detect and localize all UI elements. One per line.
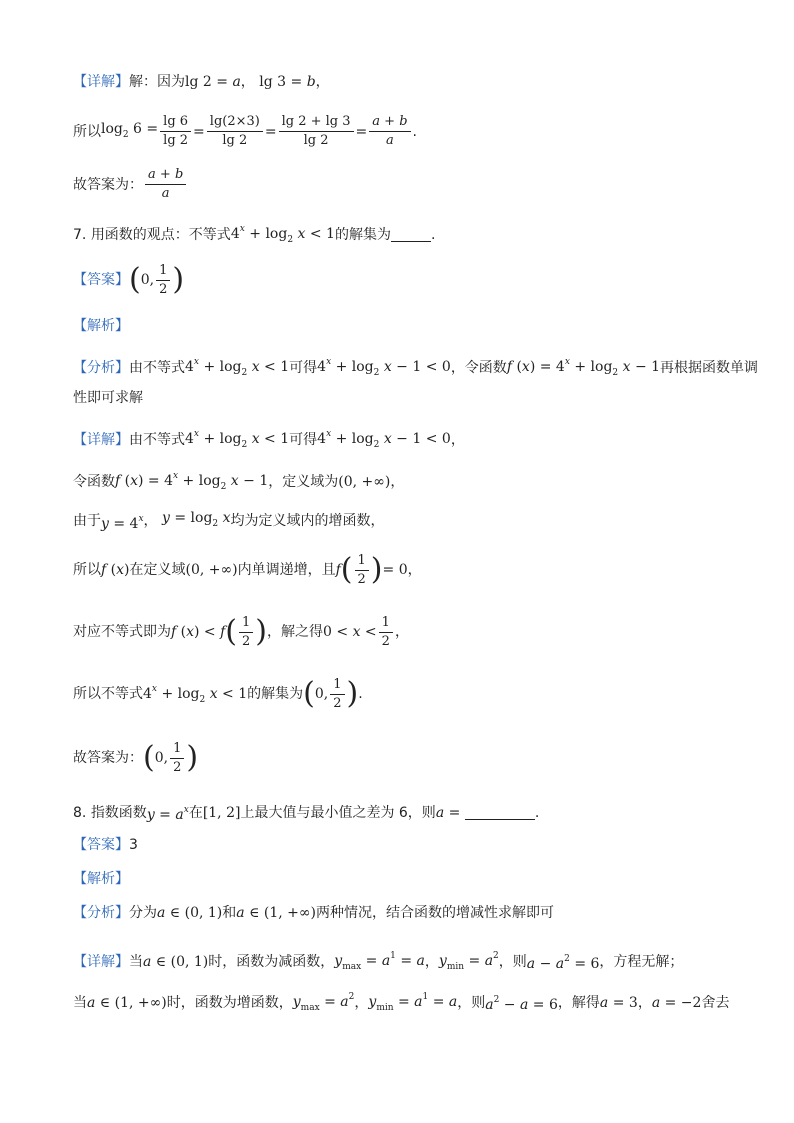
analysis-heading-7: 【解析】 xyxy=(73,318,129,334)
detail-line-7e: 对应不等式即为 f (x) < f ( $\frac{1}{2}$ ) ，解之得 0 < x < $\frac{1}{2}$ ， xyxy=(73,614,409,649)
analysis-heading-8: 【解析】 xyxy=(73,871,129,887)
frac-lg2-plus-lg3: $\frac{\lg 2 + \lg 3}{\lg 2}$ xyxy=(279,114,354,149)
frac-lg6-lg2: $\frac{\lg 6}{\lg 2}$ xyxy=(160,114,191,149)
math-log2-6: $\log_2 6$ = xyxy=(101,120,159,140)
question-7: 7. 用函数的观点：不等式 $4^x + \log_2 x < 1$ 的解集为 . xyxy=(73,219,435,250)
question-8: 8. 指数函数 $y = a^x$ 在 [1, 2] 上最大值与最小值之差为 6，则 a = . xyxy=(73,804,540,823)
detail-line-1: 【详解】 解：因为 lg 2 = a ， lg 3 = b ， xyxy=(73,74,330,90)
answer-blank-8 xyxy=(465,805,535,820)
detail-line-8b: 当 a ∈ (1, +∞) 时，函数为增函数， $y_{max} = a^2$ ， $y_{min} = a^1 = a$ ，则 $a^2 - a = 6$ ，解得 a = 3 ， a = −2 舍去 xyxy=(73,992,730,1013)
final-answer-line-7: 故答案为： ( 0, $\frac{1}{2}$ ) xyxy=(73,740,199,775)
math-lg2-eq-a: lg 2 = a xyxy=(185,74,241,90)
frac-lg2x3-lg2: $\frac{\lg(2\times 3)}{\lg 2}$ xyxy=(207,114,263,149)
detail-line-7b: 令函数 f $(x) = 4^x + \log_2 x - 1$ ，定义域为 (0, +∞) ， xyxy=(73,471,405,492)
answer-frac-a-plus-b-over-a: $\frac{a + b}{a}$ xyxy=(145,167,186,202)
math-lg3-eq-b: lg 3 = b xyxy=(254,74,316,90)
frac-a-plus-b-over-a: $\frac{a + b}{a}$ xyxy=(369,114,410,149)
detail-line-7c: 由于 $y = 4^x$ ， $y = \log_2 x$ 均为定义域内的增函数， xyxy=(73,510,385,532)
detail-line-8a: 【详解】 当 a ∈ (0, 1) 时，函数为减函数， $y_{max} = a^1 = a$ ， $y_{min} = a^2$ ，则 $a - a^2 = 6$ ，方程无解； xyxy=(73,951,684,972)
final-answer-line-6: 故答案为： $\frac{a + b}{a}$ xyxy=(73,167,188,202)
method-line-8: 【分析】 分为 a ∈ (0, 1) 和 a ∈ (1, +∞) 两种情况，结合函数的增减性求解即可 xyxy=(73,905,555,921)
answer-blank xyxy=(391,227,431,242)
answer-tag: 【答案】 xyxy=(73,272,129,288)
method-line-7: 【分析】 由不等式 $4^x + \log_2 x < 1$ 可得 $4^x + \log_2 x - 1 < 0$ ，令函数 f $(x) = 4^x + \log_2 x - 1$ 再根据函数单调 xyxy=(73,357,759,378)
method-line-7b: 性即可求解 xyxy=(73,390,143,406)
detail-line-7d: 所以 f (x) 在定义域 (0, +∞) 内单调递增，且 f ( $\frac{1}{2}$ ) = 0 ， xyxy=(73,552,422,587)
detail-line-7a: 【详解】 由不等式 $4^x + \log_2 x < 1$ 可得 $4^x + \log_2 x - 1 < 0$ ， xyxy=(73,429,465,450)
answer-7: 【答案】 ( 0, $\frac{1}{2}$ ) xyxy=(73,262,185,297)
detail-line-7f: 所以不等式 $4^x + \log_2 x < 1$ 的解集为 ( 0, $\frac{1}{2}$ ) . xyxy=(73,676,363,711)
detail-line-2: 所以 $\log_2 6$ = $\frac{\lg 6}{\lg 2}$ = $\frac{\lg(2\times 3)}{\lg 2}$ = $\frac{\lg 2 + \lg 3}{\lg 2}$ = $\frac{a + b}{a}$ . xyxy=(73,114,417,148)
detail-tag: 【详解】 xyxy=(73,74,129,90)
math-inequality: $4^x + \log_2 x < 1$ xyxy=(230,224,335,245)
answer-8: 【答案】 3 xyxy=(73,837,138,853)
